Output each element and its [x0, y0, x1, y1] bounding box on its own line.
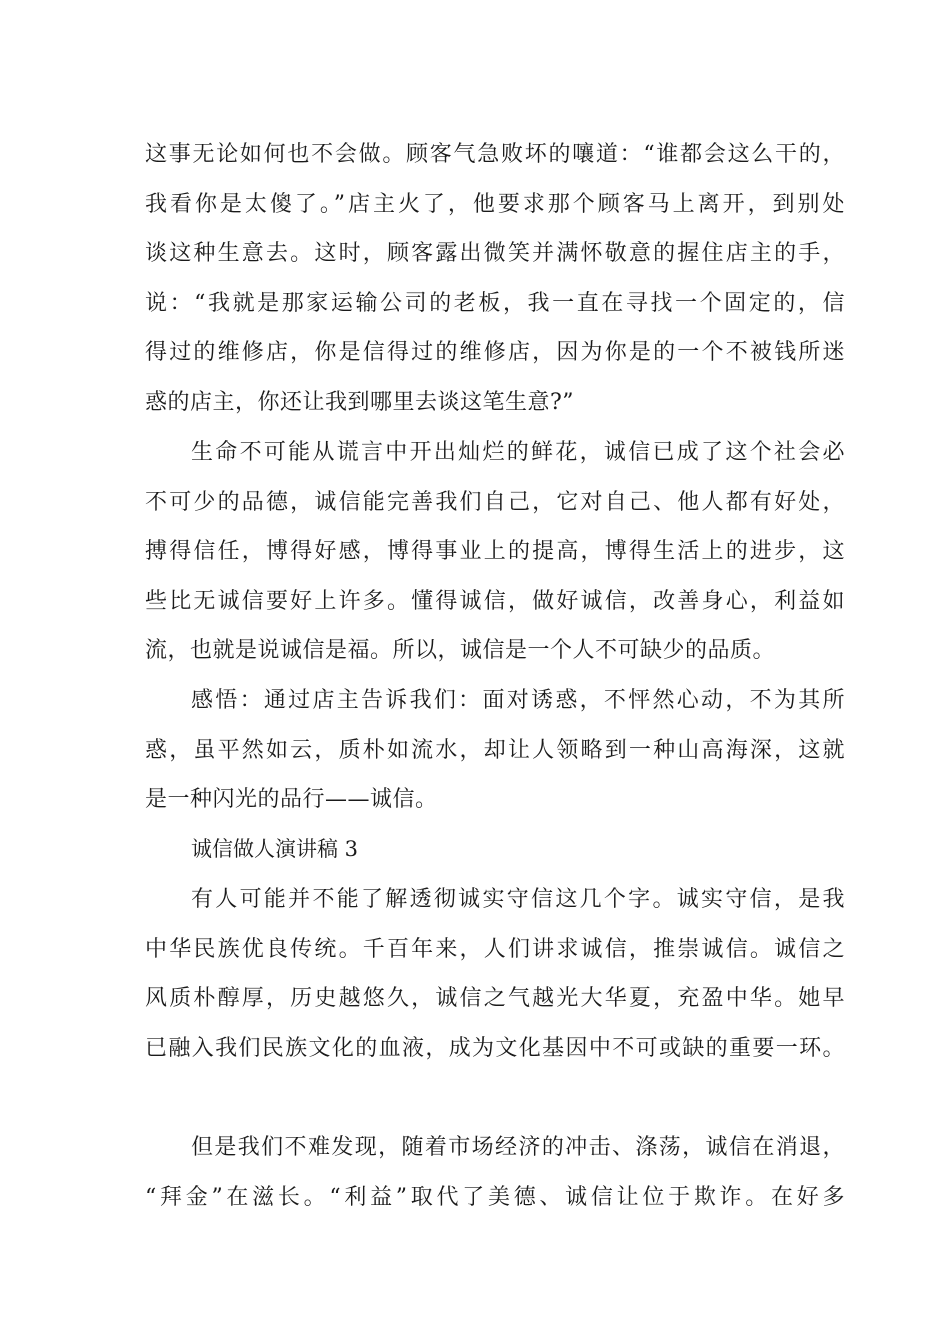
paragraph-reflection — [145, 676, 845, 825]
text-line: 这事无论如何也不会做。顾客气急败坏的嚷道：“谁都会这么干的， — [145, 142, 845, 167]
paragraph-story-ending — [145, 130, 845, 428]
text-line: 些比无诚信要好上许多。懂得诚信，做好诚信，改善身心，利益如 — [145, 588, 845, 614]
text-line: 已融入我们民族文化的血液，成为文化基因中不可或缺的重要一环。 — [145, 1035, 845, 1061]
text-line: 不可少的品德，诚信能完善我们自己，它对自己、他人都有好处， — [145, 489, 845, 515]
paragraph-honesty-decline — [145, 1123, 845, 1222]
text-line: 流，也就是说诚信是福。所以，诚信是一个人不可缺少的品质。 — [145, 638, 776, 664]
text-line: 惑，虽平然如云，质朴如流水，却让人领略到一种山高海深，这就 — [145, 737, 845, 763]
text-line: 有人可能并不能了解透彻诚实守信这几个字。诚实守信，是我 — [191, 887, 845, 912]
text-line: 但是我们不难发现，随着市场经济的冲击、涤荡，诚信在消退， — [191, 1135, 845, 1160]
text-line: 搏得信任，博得好感，博得事业上的提高，博得生活上的进步，这 — [145, 539, 845, 565]
text-line: 我看你是太傻了。”店主火了，他要求那个顾客马上离开，到别处 — [145, 191, 845, 217]
section-heading: 诚信做人演讲稿 3 — [191, 837, 359, 861]
section-heading-block — [145, 825, 845, 875]
text-line: 惑的店主，你还让我到哪里去谈这笔生意?” — [145, 389, 575, 415]
text-line: 中华民族优良传统。千百年来，人们讲求诚信，推崇诚信。诚信之 — [145, 936, 845, 962]
paragraph-honesty-value — [145, 428, 845, 676]
text-line: 得过的维修店，你是信得过的维修店，因为你是的一个不被钱所迷 — [145, 340, 845, 366]
text-line: 生命不可能从谎言中开出灿烂的鲜花，诚信已成了这个社会必 — [191, 440, 845, 465]
text-line: 风质朴醇厚，历史越悠久，诚信之气越光大华夏，充盈中华。她早 — [145, 986, 845, 1012]
paragraph-honesty-tradition — [145, 875, 845, 1073]
text-line: 说：“我就是那家运输公司的老板，我一直在寻找一个固定的，信 — [145, 290, 845, 316]
text-line: 感悟：通过店主告诉我们：面对诱惑，不怦然心动，不为其所 — [191, 688, 845, 713]
text-line: “拜金”在滋长。“利益”取代了美德、诚信让位于欺诈。在好多 — [145, 1184, 845, 1210]
text-line: 是一种闪光的品行——诚信。 — [145, 787, 438, 813]
text-line: 谈这种生意去。这时，顾客露出微笑并满怀敬意的握住店主的手， — [145, 241, 845, 267]
